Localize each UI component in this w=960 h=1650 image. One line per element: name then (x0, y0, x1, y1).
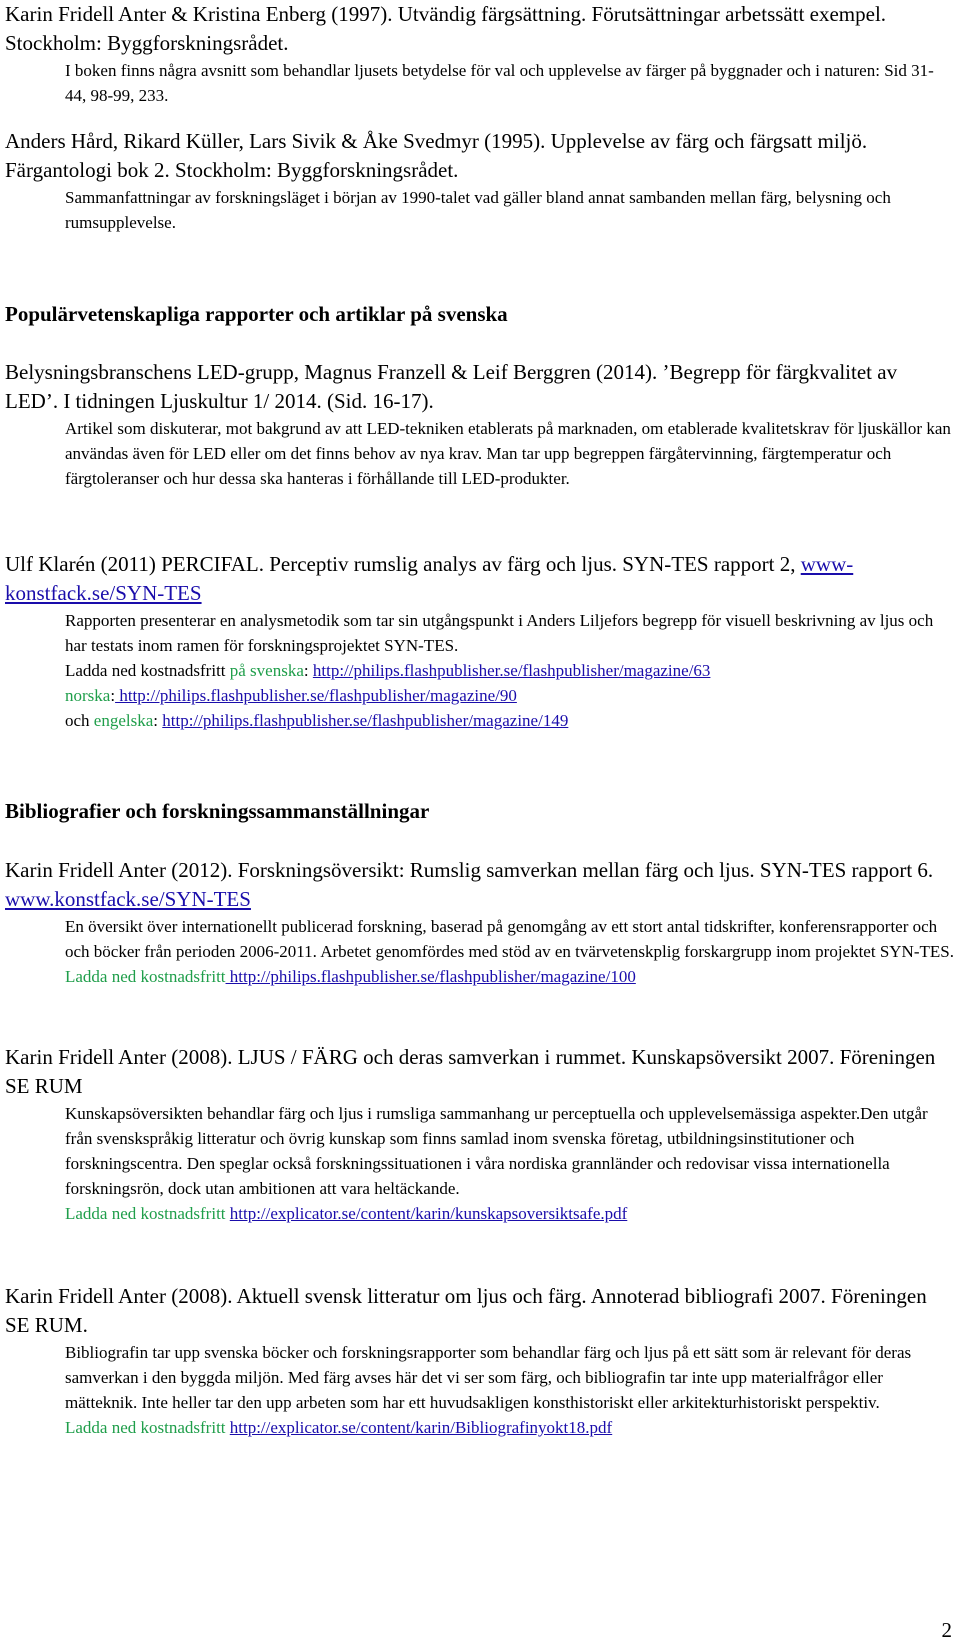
download-link-english[interactable]: http://philips.flashpublisher.se/flashpublisher/magazine/149 (162, 711, 569, 730)
reference-annotation: Kunskapsöversikten behandlar färg och ljus i rumsliga sammanhang ur perceptuella och upplevelsemässiga aspekter.Den utgår från svenskspråkig litteratur och övrig kunskap som finns samlad inom svenska företag, utbildningsinstitutioner och forskningscentra. Den speglar också forskningssituationen i våra nordiska grannländer och redovisar vissa internationella forskningsrön, dock utan ambitionen att vara heltäckande. (65, 1104, 928, 1198)
page-number: 2 (941, 1618, 952, 1642)
download-link-norwegian[interactable]: http://philips.flashpublisher.se/flashpublisher/magazine/90 (115, 686, 517, 705)
reference-citation (5, 550, 955, 608)
download-line (65, 1415, 955, 1440)
reference-annotation: Bibliografin tar upp svenska böcker och forskningsrapporter som behandlar färg och ljus på ett sätt som är relevant för deras samverkan i den byggda miljön. Med färg avses här det vi ser som färg, och bibliografin tar inte upp materialfrågor eller mätteknik. Inte heller tar den upp arbeten som har ett huvudsakligen konsthistoriskt eller arkitekturhistoriskt perspektiv. (65, 1343, 912, 1412)
download-link[interactable]: http://philips.flashpublisher.se/flashpublisher/magazine/100 (225, 967, 636, 986)
reference-citation: Karin Fridell Anter (2008). Aktuell svensk litteratur om ljus och färg. Annoterad bibliografi 2007. Föreningen SE RUM. (5, 1284, 927, 1337)
language-label: på svenska (229, 661, 304, 680)
colon: : (153, 711, 163, 730)
citation-text: Ulf Klarén (2011) PERCIFAL. Perceptiv rumslig analys av färg och ljus. SYN-TES rapport 2, (5, 552, 801, 576)
reference-annotation: Rapporten presenterar en analysmetodik som tar sin utgångspunkt i Anders Liljefors begrepp för visuell beskrivning av ljus och har testats inom ramen för forskningsprojektet SYN-TES. (65, 611, 934, 655)
download-line-english (65, 708, 955, 733)
reference-fridell-enberg (5, 0, 955, 108)
reference-annotation: Sammanfattningar av forskningsläget i början av 1990-talet vad gäller bland annat sambanden mellan färg, belysning och rumsupplevelse. (65, 188, 891, 232)
language-label: engelska (93, 711, 154, 730)
reference-led-grupp (5, 358, 955, 491)
reference-annoterad-bibliografi (5, 1282, 955, 1440)
download-line-swedish (65, 658, 955, 683)
download-label: Ladda ned kostnadsfritt (65, 1418, 230, 1437)
citation-text: Karin Fridell Anter (2012). Forskningsöversikt: Rumslig samverkan mellan färg och ljus. SYN-TES rapport 6. (5, 858, 934, 882)
download-line-norwegian (65, 683, 955, 708)
reference-citation: Karin Fridell Anter & Kristina Enberg (1997). Utvändig färgsättning. Förutsättningar arbetssätt exempel. Stockholm: Byggforskningsrådet. (5, 2, 887, 55)
konstfack-link[interactable]: www-konstfack.se/SYN-TES (5, 552, 854, 605)
reference-forskningsoversikt (5, 856, 955, 989)
konstfack-link[interactable]: www.konstfack.se/SYN-TES (5, 887, 251, 911)
section-heading-popular: Populärvetenskapliga rapporter och artiklar på svenska (5, 302, 508, 326)
download-label: Ladda ned kostnadsfritt (65, 661, 230, 680)
colon: : (110, 686, 116, 705)
reference-citation: Anders Hård, Rikard Küller, Lars Sivik & Åke Svedmyr (1995). Upplevelse av färg och färgsatt miljö. Färgantologi bok 2. Stockholm: Byggforskningsrådet. (5, 129, 868, 182)
download-link-swedish[interactable]: http://philips.flashpublisher.se/flashpublisher/magazine/63 (312, 661, 711, 680)
reference-citation: Karin Fridell Anter (2008). LJUS / FÄRG och deras samverkan i rummet. Kunskapsöversikt 2007. Föreningen SE RUM (5, 1045, 936, 1098)
reference-hard-kuller (5, 127, 955, 235)
language-label: norska (65, 686, 111, 705)
section-heading-bibliography: Bibliografier och forskningssammanställningar (5, 799, 430, 823)
reference-citation: Belysningsbranschens LED-grupp, Magnus Franzell & Leif Berggren (2014). ’Begrepp för färgkvalitet av LED’. I tidningen Ljuskultur 1/ 2014. (Sid. 16-17). (5, 360, 898, 413)
download-link[interactable]: http://explicator.se/content/karin/Bibliografinyokt18.pdf (229, 1418, 613, 1437)
reference-annotation: I boken finns några avsnitt som behandlar ljusets betydelse för val och upplevelse av färger på byggnader och i naturen: Sid 31-44, 98-99, 233. (65, 61, 934, 105)
download-link[interactable]: http://explicator.se/content/karin/kunskapsoversiktsafe.pdf (229, 1204, 628, 1223)
download-label: Ladda ned kostnadsfritt (65, 967, 226, 986)
conjunction: och (65, 711, 94, 730)
reference-annotation: Artikel som diskuterar, mot bakgrund av att LED-tekniken etablerats på marknaden, om etablerade kvalitetskrav för ljuskällor kan användas även för LED eller om det finns behov av nya krav. Man tar upp begreppen färgåtervinning, färgtemperatur och färgtoleranser och hur dessa ska hanteras i förhållande till LED-produkter. (65, 419, 951, 488)
download-line (65, 964, 955, 989)
download-label: Ladda ned kostnadsfritt (65, 1204, 230, 1223)
reference-annotation: En översikt över internationellt publicerad forskning, baserad på genomgång av ett stort antal tidskrifter, konferensrapporter och och böcker från perioden 2006-2011. Arbetet genomfördes med stöd av en tvärvetenskplig forskargrupp inom projektet SYN-TES. (65, 917, 954, 961)
download-line (65, 1201, 955, 1226)
reference-percifal (5, 550, 955, 733)
colon: : (303, 661, 313, 680)
reference-ljus-farg (5, 1043, 955, 1226)
reference-citation (5, 856, 955, 914)
